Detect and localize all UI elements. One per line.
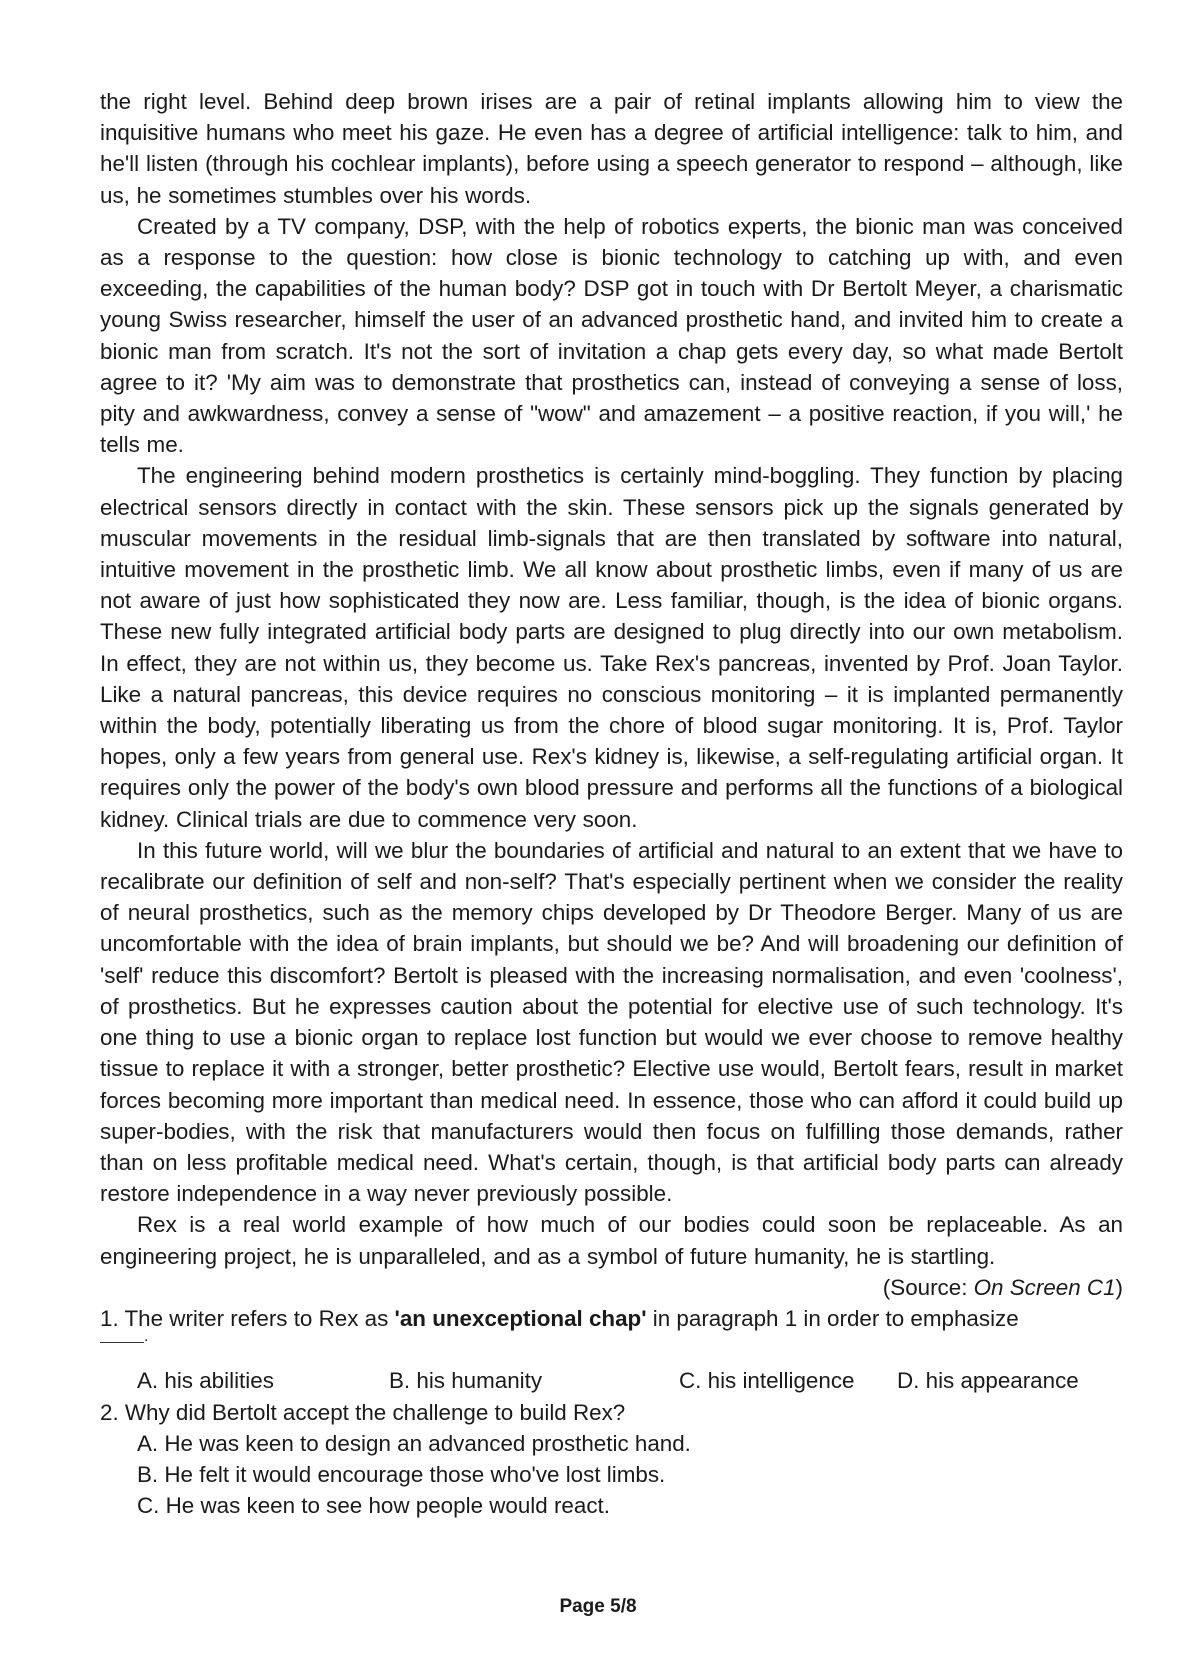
page-number: Page 5/8 (559, 1596, 637, 1617)
question-1-blank-line (100, 1328, 1123, 1365)
passage-paragraph-4: In this future world, will we blur the boundaries of artificial and natural to an extent that we have to recalibrate our definition of self and non-self? That's especially pertinent when we consider the reality of neural prosthetics, such as the memory chips developed by Dr Theodore Berger. Many of us are uncomfortable with the idea of brain implants, but should we be? And will broadening our definition of 'self' reduce this discomfort? Bertolt is pleased with the increasing normalisation, and even 'coolness', of prosthetics. But he expresses caution about the potential for elective use of such technology. It's one thing to use a bionic organ to replace lost function but would we ever choose to remove healthy tissue to replace it with a stronger, better prosthetic? Elective use would, Bertolt fears, result in market forces becoming more important than medical need. In essence, those who can afford it could build up super-bodies, with the risk that manufacturers would then focus on fulfilling those demands, rather than on less profitable medical need. What's certain, though, is that artificial body parts can already restore independence in a way never previously possible. (100, 837, 1123, 1207)
page-content (100, 86, 1123, 1521)
question-2-stem: 2. Why did Bertolt accept the challenge to build Rex? (100, 1399, 626, 1425)
passage-paragraph-2: Created by a TV company, DSP, with the help of robotics experts, the bionic man was conceived as a response to the question: how close is bionic technology to catching up with, and even exceeding, the capabilities of the human body? DSP got in touch with Dr Bertolt Meyer, a charismatic young Swiss researcher, himself the user of an advanced prosthetic hand, and invited him to create a bionic man from scratch. It's not the sort of invitation a chap gets every day, so what made Bertolt agree to it? 'My aim was to demonstrate that prosthetics can, instead of conveying a sense of loss, pity and awkwardness, convey a sense of "wow" and amazement – a positive reaction, if you will,' he tells me. (100, 213, 1123, 458)
source-title: On Screen C1 (973, 1274, 1116, 1300)
question-1-option-a: A. his abilities (137, 1368, 274, 1394)
passage-paragraph-3: The engineering behind modern prosthetics is certainly mind-boggling. They function by placing electrical sensors directly in contact with the skin. These sensors pick up the signals generated by muscular movements in the residual limb-signals that are then translated by software into natural, intuitive movement in the prosthetic limb. We all know about prosthetic limbs, even if many of us are not aware of just how sophisticated they now are. Less familiar, though, is the idea of bionic organs. These new fully integrated artificial body parts are designed to plug directly into our own metabolism. In effect, they are not within us, they become us. Take Rex's pancreas, invented by Prof. Joan Taylor. Like a natural pancreas, this device requires no conscious monitoring – it is implanted permanently within the body, potentially liberating us from the chore of blood sugar monitoring. It is, Prof. Taylor hopes, only a few years from general use. Rex's kidney is, likewise, a self-regulating artificial organ. It requires only the power of the body's own blood pressure and performs all the functions of a biological kidney. Clinical trials are due to commence very soon. (100, 463, 1123, 832)
question-1-stem-start: 1. The writer refers to Rex as (100, 1305, 395, 1331)
answer-blank (100, 1342, 144, 1343)
source-citation (100, 1272, 1123, 1303)
source-suffix: ) (1115, 1274, 1123, 1300)
passage-paragraph-1: the right level. Behind deep brown irises are a pair of retinal implants allowing him to view the inquisitive humans who meet his gaze. He even has a degree of artificial intelligence: talk to him, and he'll listen (through his cochlear implants), before using a speech generator to respond – although, like us, he sometimes stumbles over his words. (100, 89, 1123, 208)
question-1-option-c: C. his intelligence (679, 1368, 855, 1394)
question-1-option-d: D. his appearance (897, 1368, 1079, 1394)
passage-paragraph-5: Rex is a real world example of how much of our bodies could soon be replaceable. As an engineering project, he is unparalleled, and as a symbol of future humanity, he is startling. (100, 1212, 1123, 1269)
question-1-options (100, 1365, 1123, 1396)
question-1-option-b: B. his humanity (389, 1368, 543, 1394)
question-2-option-b: B. He felt it would encourage those who've lost limbs. (137, 1461, 666, 1487)
source-prefix: (Source: (882, 1274, 974, 1300)
question-1-quoted-phrase: 'an unexceptional chap' (394, 1305, 647, 1331)
question-2-option-a: A. He was keen to design an advanced prosthetic hand. (137, 1430, 691, 1456)
blank-dot: . (144, 1328, 149, 1346)
question-1-stem (100, 1303, 1123, 1334)
question-1-stem-end: in paragraph 1 in order to emphasize (646, 1305, 1019, 1331)
question-2-option-c: C. He was keen to see how people would react. (137, 1493, 610, 1519)
